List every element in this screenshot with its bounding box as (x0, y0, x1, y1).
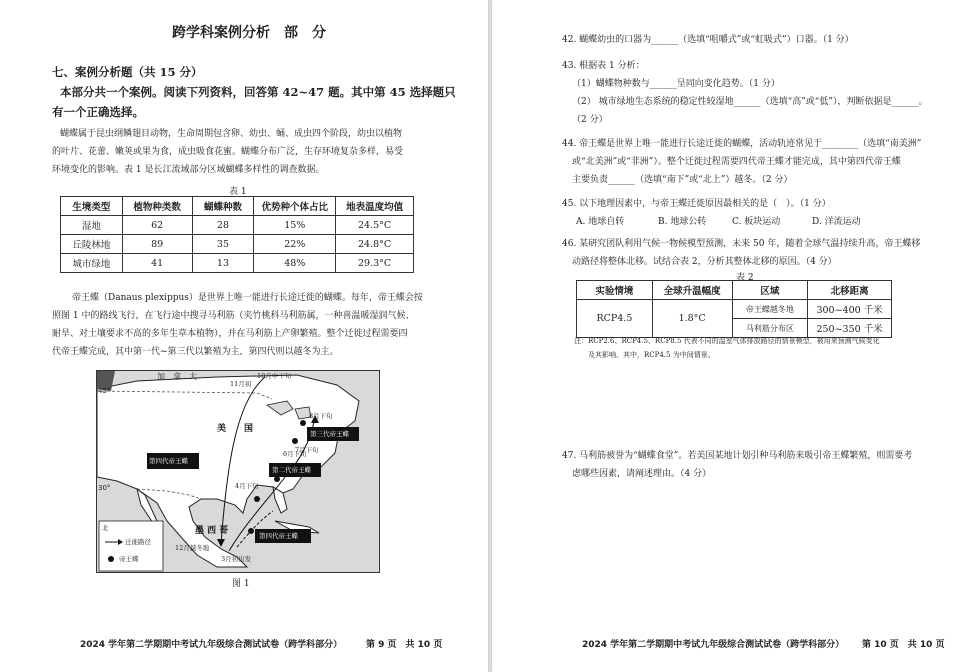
option-c: C. 板块运动 (732, 217, 781, 227)
question-47-line-1: 47. 马利筋被誉为“蝴蝶食堂”。若美国某地计划引种马利筋来吸引帝王蝶繁殖，则需要考 (562, 451, 913, 461)
table1-cell: 丘陵林地 (61, 235, 123, 254)
question-43-points: （2 分） (572, 115, 608, 125)
table1-cell: 湿地 (61, 216, 123, 235)
option-d: D. 洋流运动 (812, 217, 861, 227)
table-row (61, 216, 414, 235)
page-10 (492, 0, 978, 672)
option-a: A. 地球自转 (576, 217, 625, 227)
table1-cell: 29.3°C (336, 254, 414, 273)
table1-cell: 35 (192, 235, 254, 254)
passage2-line-1: 帝王蝶（Danaus plexippus）是世界上唯一能进行长途迁徙的蝴蝶。每年，帝王蝶会按 (72, 293, 423, 303)
table1-header: 植物种类数 (122, 197, 192, 216)
table1-cell: 41 (122, 254, 192, 273)
passage1-line-3: 环境变化的影响。表 1 是长江流域部分区域蝴蝶多样性的调查数据。 (52, 165, 325, 175)
table2-cell: 300~400 千米 (808, 300, 892, 319)
table1-cell: 15% (254, 216, 336, 235)
table1-caption: 表 1 (229, 187, 247, 197)
table1-header: 蝴蝶种数 (192, 197, 254, 216)
legend-butterfly-label: 帝王蝶 (119, 555, 139, 563)
table2-header: 北移距离 (808, 281, 892, 300)
legend-route-label: 迁徙路径 (125, 538, 151, 546)
page-9 (0, 0, 488, 672)
table2-caption: 表 2 (736, 273, 754, 283)
table1-cell: 62 (122, 216, 192, 235)
table-1 (60, 196, 414, 273)
month-label: 3月初出发 (221, 555, 252, 563)
table1-header: 生境类型 (61, 197, 123, 216)
footer-page-number: 第 10 页 共 10 页 (862, 640, 945, 650)
page-title: 跨学科案例分析 部 分 (172, 25, 326, 41)
table1-cell: 13 (192, 254, 254, 273)
passage2-line-4: 代帝王蝶完成，其中第一代~第三代以繁殖为主，第四代则以越冬为主。 (52, 347, 339, 357)
question-46-line-2: 动路径将整体北移。试结合表 2，分析其整体北移的原因。（4 分） (572, 257, 837, 267)
question-45: 45. 以下地理因素中，与帝王蝶迁徙原因最相关的是（ ）。（1 分） (562, 199, 831, 209)
table-2 (576, 280, 892, 338)
mexico-label: 墨 西 哥 (195, 526, 229, 536)
usa-label: 美 国 (217, 424, 254, 434)
footer-left: 2024 学年第二学期期中考试九年级综合测试试卷（跨学科部分） (80, 640, 343, 650)
passage2-line-2: 照图 1 中的路线飞行，在飞行途中搜寻马利筋（夹竹桃科马利筋属，一种喜温暖湿润气候、 (52, 311, 415, 321)
table-row (61, 235, 414, 254)
legend-north: 北 (102, 524, 109, 532)
question-46-line-1: 46. 某研究团队利用气候一物候模型预测，未来 50 年，随着全球气温持续升高，帝王蝶移 (562, 239, 921, 249)
table1-cell: 城市绿地 (61, 254, 123, 273)
table2-header: 实验情境 (577, 281, 653, 300)
table2-header: 全球升温幅度 (652, 281, 732, 300)
month-label: 10月中下旬 (257, 372, 292, 380)
month-label: 6月下旬 (283, 450, 307, 458)
table2-note-1: 注：RCP2.6、RCP4.5、RCP8.5 代表不同的温室气体排放路径的情景模型，被用来预测气候变化 (574, 337, 880, 345)
passage1-line-2: 的叶片、花蕾、嫩荚或果为食，成虫吸食花蜜。蝴蝶分布广泛，生存环境复杂多样，易受 (52, 147, 404, 157)
month-label: 7月下旬 (295, 446, 319, 454)
instruction-line-2: 有一个正确选择。 (52, 105, 144, 119)
table-row (577, 300, 892, 319)
canada-label: 加 拿 大 (157, 372, 197, 381)
passage1-line-1: 蝴蝶属于昆虫纲鳞翅目动物，生命周期包含卵、幼虫、蛹、成虫四个阶段，幼虫以植物 (60, 129, 403, 139)
footer-page-number: 第 9 页 共 10 页 (366, 640, 443, 650)
table1-header: 地表温度均值 (336, 197, 414, 216)
footer-left: 2024 学年第二学期期中考试九年级综合测试试卷（跨学科部分） (582, 640, 845, 650)
figure-caption: 图 1 (232, 579, 250, 589)
migration-map (96, 370, 380, 573)
gen-label: 第二代帝王蝶 (272, 466, 311, 474)
gen-label: 第四代帝王蝶 (149, 457, 188, 465)
table2-cell: 马利筋分布区 (732, 319, 808, 338)
lat-30-label: 30° (98, 484, 111, 492)
question-43-part-2: （2） 城市绿地生态系统的稳定性较湿地______（选填“高”或“低”），判断依据是______。 (572, 97, 928, 107)
table1-cell: 24.8°C (336, 235, 414, 254)
table-row (61, 254, 414, 273)
month-label: 12月越冬地 (175, 544, 210, 552)
question-44-line-3: 主要负责______（选填“南下”或“北上”）越冬。（2 分） (572, 175, 793, 185)
table2-cell: 250~350 千米 (808, 319, 892, 338)
instruction-line-1: 本部分共一个案例。阅读下列资料，回答第 42~47 题。其中第 45 选择题只 (60, 85, 456, 99)
question-43: 43. 根据表 1 分析： (562, 61, 645, 71)
gen-label: 第三代帝王蝶 (310, 430, 349, 438)
month-label: 11月初 (230, 380, 252, 388)
table1-cell: 22% (254, 235, 336, 254)
gen-label: 第四代帝王蝶 (259, 532, 298, 540)
month-label: 8月下旬 (309, 412, 333, 420)
table1-cell: 28 (192, 216, 254, 235)
section-heading: 七、案例分析题（共 15 分） (52, 65, 203, 79)
question-47-line-2: 虑哪些因素，请阐述理由。（4 分） (572, 469, 712, 479)
option-b: B. 地球公转 (658, 217, 707, 227)
lat-45-label: 45° (98, 387, 111, 395)
table1-header-row (61, 197, 414, 216)
legend-butterfly-icon (108, 556, 114, 562)
table2-cell: RCP4.5 (577, 300, 653, 338)
table2-cell: 帝王蝶越冬地 (732, 300, 808, 319)
table1-cell: 89 (122, 235, 192, 254)
table2-cell: 1.8°C (652, 300, 732, 338)
table1-header: 优势种个体占比 (254, 197, 336, 216)
table1-cell: 24.5°C (336, 216, 414, 235)
question-43-part-1: （1）蝴蝶物种数与______呈同向变化趋势。（1 分） (572, 79, 780, 89)
table2-header-row (577, 281, 892, 300)
question-42: 42. 蝴蝶幼虫的口器为______（选填“咀嚼式”或“虹吸式”）口器。（1 分） (562, 35, 854, 45)
month-label: 4月下旬 (235, 482, 259, 490)
question-44-line-1: 44. 帝王蝶是世界上唯一能进行长途迁徙的蝴蝶，活动轨迹常见于________（选填“南美洲” (562, 139, 922, 149)
passage2-line-3: 耐旱、对土壤要求不高的多年生草本植物），并在马利筋上产卵繁殖。整个迁徙过程需要四 (52, 329, 408, 339)
table2-note-2: 及其影响。其中，RCP4.5 为中间情景。 (588, 351, 715, 359)
question-44-line-2: 或“北美洲”或“非洲”）。整个迁徙过程需要四代帝王蝶才能完成，其中第四代帝王蝶 (572, 157, 901, 167)
table2-header: 区域 (732, 281, 808, 300)
table1-cell: 48% (254, 254, 336, 273)
